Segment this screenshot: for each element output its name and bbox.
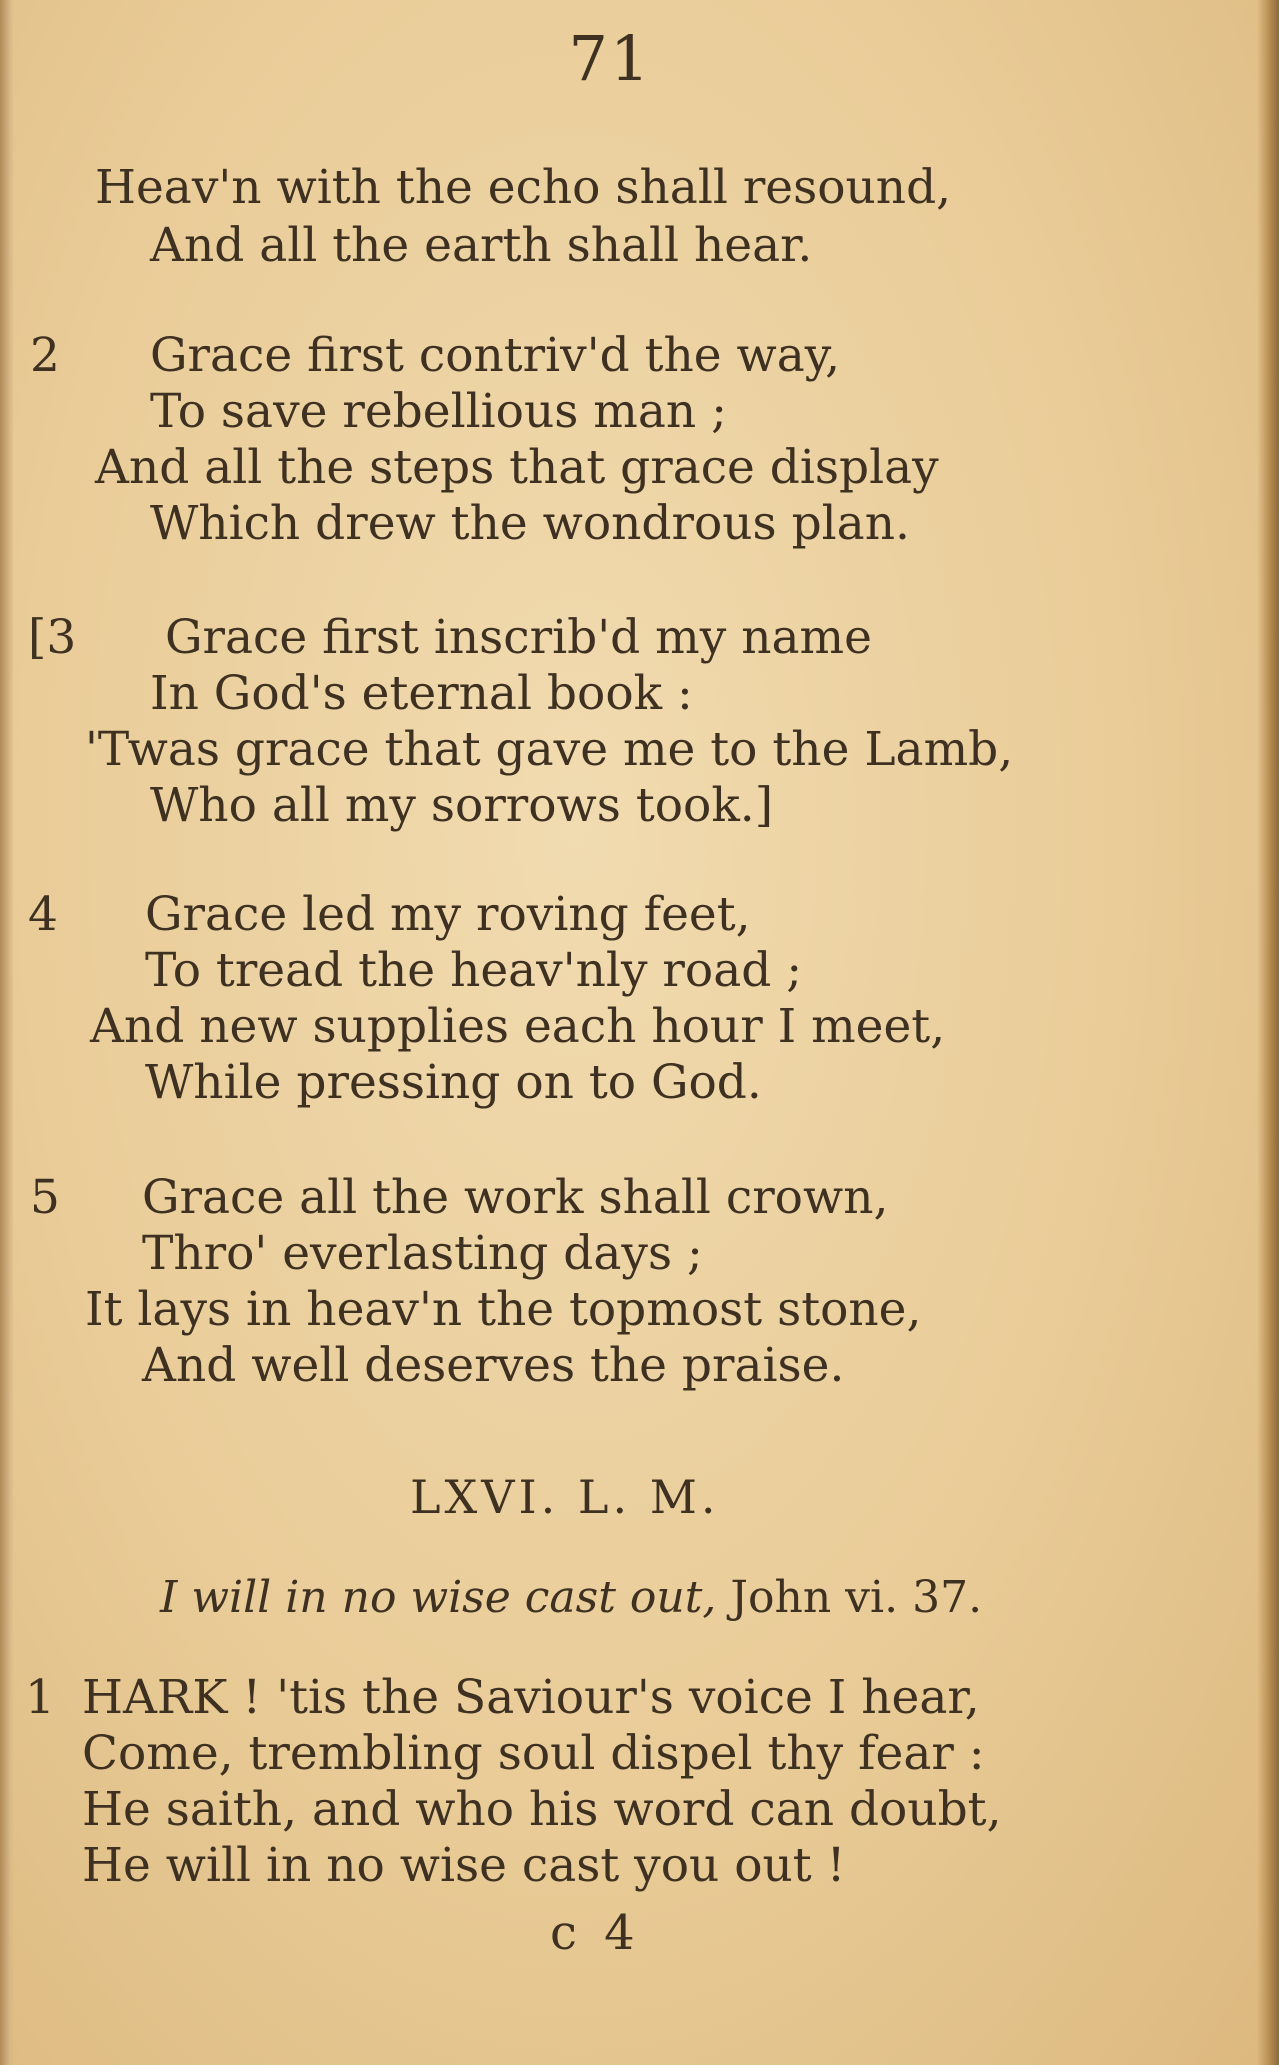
verse-line: He will in no wise cast you out ! [82, 1838, 846, 1893]
stanza-number: 1 [25, 1670, 55, 1725]
page-left-edge [0, 0, 14, 2065]
verse-line: And well deserves the praise. [142, 1338, 845, 1393]
hymn-heading: LXVI. L. M. [410, 1470, 720, 1524]
verse-line: In God's eternal book : [150, 666, 693, 721]
verse-line: Grace first contriv'd the way, [150, 328, 841, 383]
verse-line: Grace first inscrib'd my name [165, 610, 872, 665]
signature-mark: c 4 [550, 1905, 641, 1961]
verse-line: 'Twas grace that gave me to the Lamb, [85, 722, 1014, 777]
scripture-reference: John vi. 37. [716, 1572, 983, 1623]
verse-line: Grace led my roving feet, [145, 887, 751, 942]
stanza-number: 5 [30, 1170, 60, 1225]
verse-line: He saith, and who his word can doubt, [82, 1782, 1002, 1837]
verse-line: To save rebellious man ; [150, 384, 727, 439]
page-right-edge [1257, 0, 1279, 2065]
scripture-text [160, 1570, 982, 1626]
verse-line: Come, trembling soul dispel thy fear : [82, 1726, 985, 1781]
verse-line: Grace all the work shall crown, [142, 1170, 889, 1225]
stanza-number: 4 [28, 887, 58, 942]
stanza-number: [3 [28, 610, 77, 665]
verse-line: And all the steps that grace display [95, 440, 939, 495]
verse-line: It lays in heav'n the topmost stone, [85, 1282, 922, 1337]
verse-line: Thro' everlasting days ; [142, 1226, 703, 1281]
verse-line: To tread the heav'nly road ; [145, 943, 803, 998]
verse-line: HARK ! 'tis the Saviour's voice I hear, [82, 1670, 980, 1725]
verse-line: While pressing on to God. [145, 1055, 762, 1110]
verse-line: Heav'n with the echo shall resound, [95, 160, 952, 215]
verse-line: Who all my sorrows took.] [150, 778, 774, 833]
stanza-number: 2 [30, 328, 60, 383]
page-number: 71 [568, 22, 652, 95]
verse-line: And new supplies each hour I meet, [90, 999, 946, 1054]
verse-line: And all the earth shall hear. [150, 218, 813, 273]
scripture-quote: I will in no wise cast out, [160, 1572, 717, 1623]
verse-line: Which drew the wondrous plan. [150, 496, 910, 551]
